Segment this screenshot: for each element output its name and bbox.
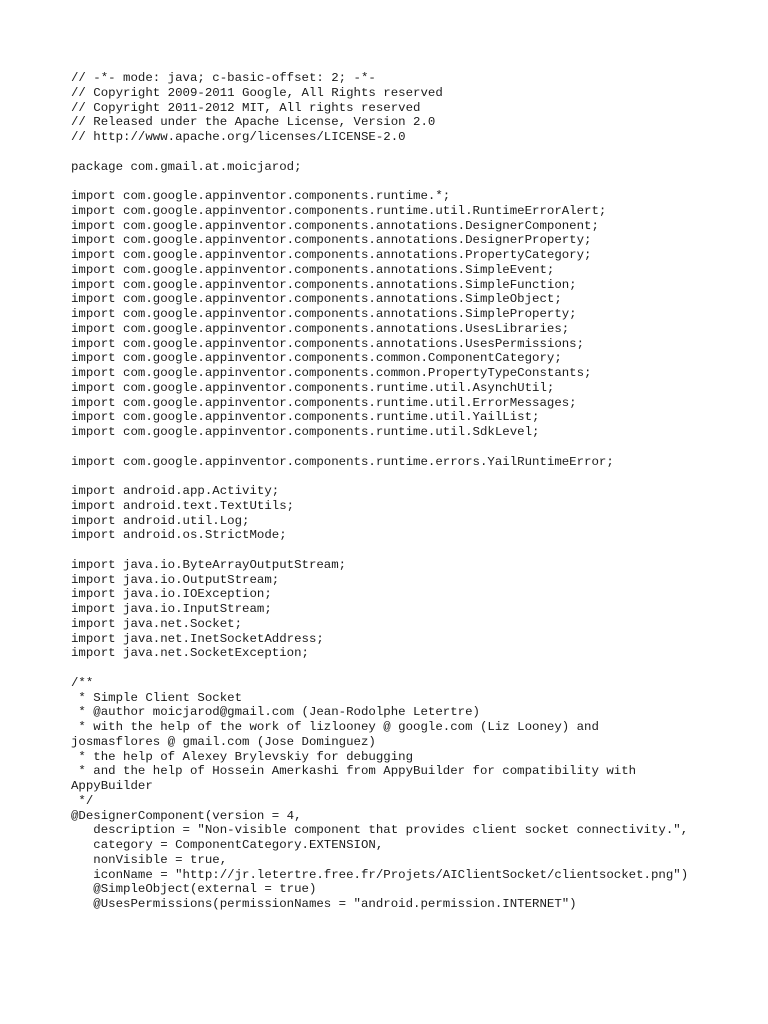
code-line: import com.google.appinventor.components.annotations.SimpleFunction; — [71, 277, 577, 292]
code-line: import com.google.appinventor.components.annotations.DesignerComponent; — [71, 218, 599, 233]
blank-line — [71, 661, 731, 676]
code-line: nonVisible = true, — [71, 852, 228, 867]
code-line: import android.util.Log; — [71, 513, 250, 528]
code-line: import com.google.appinventor.components.common.ComponentCategory; — [71, 351, 562, 366]
code-line: // -*- mode: java; c-basic-offset: 2; -*- — [71, 71, 376, 85]
code-line: @UsesPermissions(permissionNames = "android.permission.INTERNET") — [71, 897, 577, 911]
errors-import — [71, 455, 731, 470]
code-line: import com.google.appinventor.components.annotations.SimpleObject; — [71, 292, 562, 307]
code-line: * the help of Alexey Brylevskiy for debugging — [71, 749, 414, 764]
code-line: */ — [71, 793, 94, 808]
code-line: // http://www.apache.org/licenses/LICENSE-2.0 — [71, 130, 406, 144]
code-line: @DesignerComponent(version = 4, — [71, 808, 302, 823]
blank-line — [71, 145, 731, 160]
code-line: category = ComponentCategory.EXTENSION, — [71, 838, 384, 852]
code-line: import android.os.StrictMode; — [71, 528, 287, 543]
code-line: import com.google.appinventor.components.runtime.errors.YailRuntimeError; — [71, 454, 614, 469]
code-line: import com.google.appinventor.components.annotations.DesignerProperty; — [71, 233, 592, 248]
android-imports — [71, 484, 731, 543]
java-imports — [71, 558, 731, 661]
code-line: import android.app.Activity; — [71, 484, 280, 498]
code-line: import android.text.TextUtils; — [71, 498, 295, 513]
class-javadoc-and-annotations — [71, 676, 731, 912]
blank-line — [71, 174, 731, 189]
code-line: iconName = "http://jr.letertre.free.fr/Projets/AIClientSocket/clientsocket.png") — [71, 867, 689, 882]
code-line: import com.google.appinventor.components.annotations.SimpleEvent; — [71, 262, 555, 277]
code-line: josmasflores @ gmail.com (Jose Dominguez) — [71, 734, 376, 749]
license-header — [71, 71, 731, 145]
code-line: import com.google.appinventor.components.annotations.SimpleProperty; — [71, 307, 577, 321]
package-declaration — [71, 160, 731, 175]
code-line: import com.google.appinventor.components.annotations.PropertyCategory; — [71, 248, 592, 262]
code-line: import java.io.ByteArrayOutputStream; — [71, 557, 347, 572]
code-line: * and the help of Hossein Amerkashi from AppyBuilder for compatibility with — [71, 764, 637, 779]
code-line: AppyBuilder — [71, 779, 153, 793]
code-line: // Copyright 2009-2011 Google, All Rights reserved — [71, 85, 443, 100]
code-line: package com.gmail.at.moicjarod; — [71, 159, 302, 174]
code-line: import com.google.appinventor.components.runtime.util.AsynchUtil; — [71, 380, 555, 395]
blank-line — [71, 469, 731, 484]
code-line: description = "Non-visible component that provides client socket connectivity.", — [71, 823, 689, 838]
code-line: // Released under the Apache License, Version 2.0 — [71, 115, 436, 130]
code-line: import java.net.InetSocketAddress; — [71, 631, 324, 646]
code-line: * @author moicjarod@gmail.com (Jean-Rodolphe Letertre) — [71, 705, 480, 720]
code-line: import java.io.OutputStream; — [71, 572, 280, 587]
blank-line — [71, 440, 731, 455]
code-line: * Simple Client Socket — [71, 690, 243, 705]
code-document — [71, 71, 731, 912]
code-line: import com.google.appinventor.components.common.PropertyTypeConstants; — [71, 366, 592, 380]
code-line: import java.net.Socket; — [71, 616, 243, 631]
code-line: @SimpleObject(external = true) — [71, 882, 317, 897]
code-line: import com.google.appinventor.components.runtime.util.ErrorMessages; — [71, 395, 577, 410]
code-line: import com.google.appinventor.components.runtime.*; — [71, 189, 451, 203]
code-line: import java.io.IOException; — [71, 587, 272, 602]
code-line: // Copyright 2011-2012 MIT, All rights reserved — [71, 100, 421, 115]
appinventor-imports — [71, 189, 731, 440]
code-line: * with the help of the work of lizlooney @ google.com (Liz Looney) and — [71, 720, 599, 734]
code-line: import com.google.appinventor.components.runtime.util.RuntimeErrorAlert; — [71, 203, 607, 218]
blank-line — [71, 543, 731, 558]
code-line: import com.google.appinventor.components.annotations.UsesPermissions; — [71, 336, 585, 351]
code-line: import java.io.InputStream; — [71, 602, 272, 616]
code-line: import com.google.appinventor.components.annotations.UsesLibraries; — [71, 321, 570, 336]
code-line: import com.google.appinventor.components.runtime.util.YailList; — [71, 410, 540, 425]
code-line: import java.net.SocketException; — [71, 646, 309, 661]
code-line: import com.google.appinventor.components.runtime.util.SdkLevel; — [71, 425, 540, 439]
code-line: /** — [71, 675, 94, 690]
